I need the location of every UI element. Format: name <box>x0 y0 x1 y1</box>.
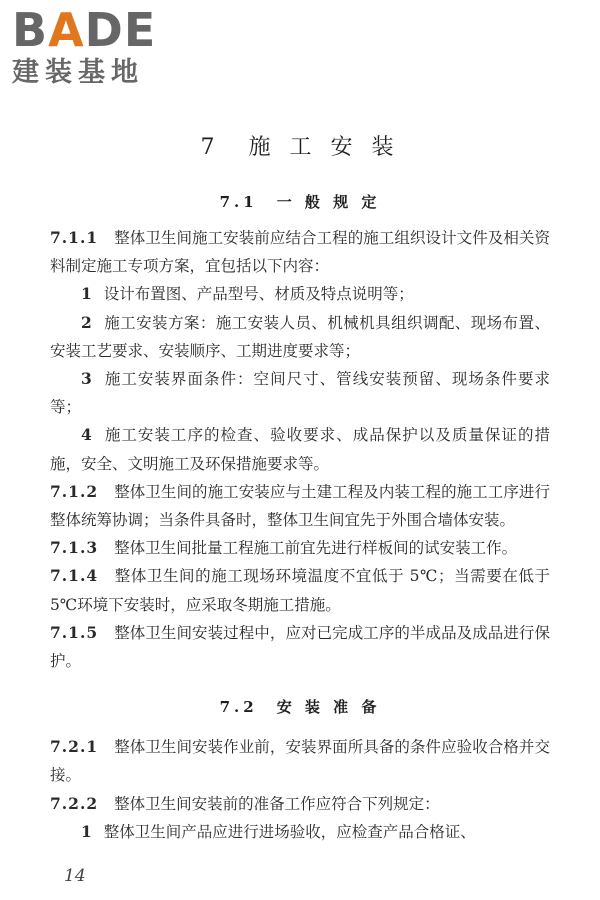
clause-7-2-1: 7.2.1 整体卫生间安装作业前，安装界面所具备的条件应验收合格并交接。 <box>50 737 550 785</box>
logo-subtitle: 建装基地 <box>12 57 144 88</box>
section-title-7-2: 7.2 安 装 准 备 <box>219 698 381 717</box>
bade-logo <box>12 4 177 90</box>
clause-7-1-5: 7.1.5 整体卫生间安装过程中，应对已完成工序的半成品及成品进行保护。 <box>50 622 550 671</box>
list-item: 1 设计布置图、产品型号、材质及特点说明等； <box>81 284 414 304</box>
clause-7-1-4: 7.1.4 整体卫生间的施工现场环境温度不宜低于 5℃；当需要在低于 5℃环境下安装时，应采取冬期施工措施。 <box>50 566 550 614</box>
list-item: 2 施工安装方案：施工安装人员、机械机具组织调配、现场布置、安装工艺要求、安装顺序、工期进度要求等； <box>50 312 550 360</box>
list-item: 1 整体卫生间产品应进行进场验收，应检查产品合格证、 <box>81 821 476 841</box>
clause-7-1-2: 7.1.2 整体卫生间的施工安装应与土建工程及内装工程的施工工序进行整体统筹协调；当条件具备时，整体卫生间宜先于外围合墙体安装。 <box>50 481 550 530</box>
list-item: 4 施工安装工序的检查、验收要求、成品保护以及质量保证的措施，安全、文明施工及环保措施要求等。 <box>50 425 550 473</box>
logo-wordmark: BADE <box>12 3 157 57</box>
page-number: 14 <box>64 866 86 886</box>
document-body <box>50 124 550 846</box>
list-item: 3 施工安装界面条件：空间尺寸、管线安装预留、现场条件要求等； <box>50 369 550 417</box>
clause-7-1-1: 7.1.1 整体卫生间施工安装前应结合工程的施工组织设计文件及相关资料制定施工专项方案，宜包括以下内容： <box>50 228 550 276</box>
clause-7-2-2: 7.2.2 整体卫生间安装前的准备工作应符合下列规定： <box>50 793 440 813</box>
chapter-title: 7 施 工 安 装 <box>200 135 400 160</box>
section-title-7-1: 7.1 一 般 规 定 <box>219 193 381 211</box>
clause-7-1-3: 7.1.3 整体卫生间批量工程施工前宜先进行样板间的试安装工作。 <box>50 538 518 558</box>
